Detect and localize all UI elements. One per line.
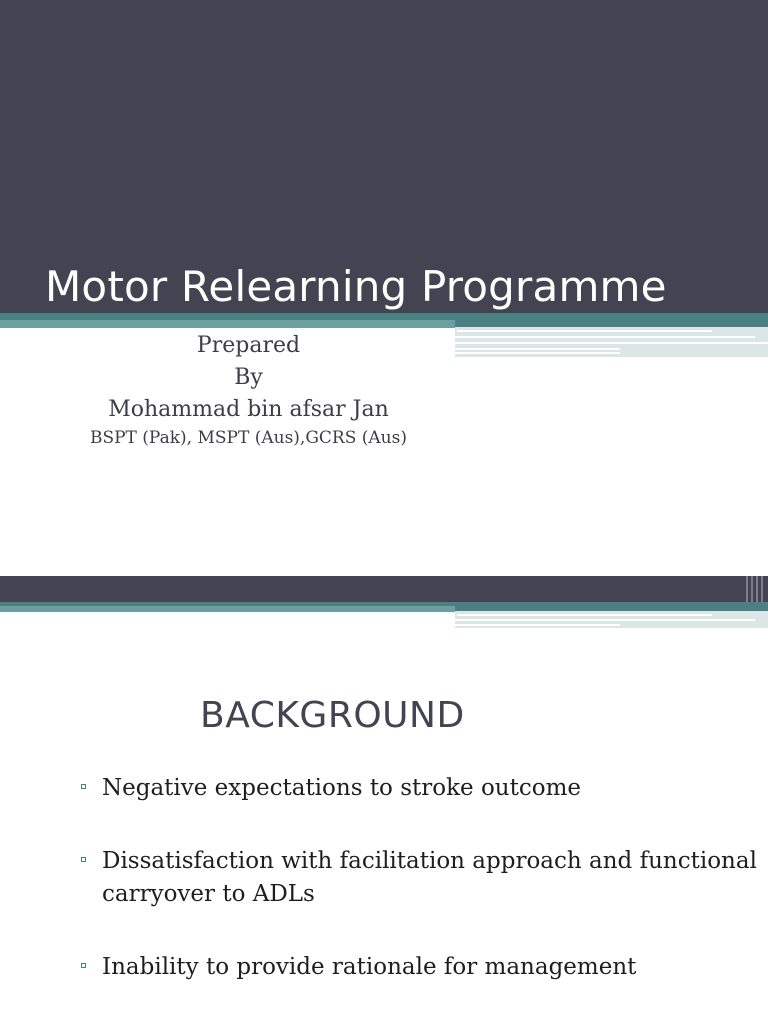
square-bullet-icon: [81, 963, 86, 968]
square-bullet-icon: [81, 784, 86, 789]
bullet-text: Inability to provide rationale for management: [102, 954, 637, 980]
stripe: [455, 624, 620, 626]
by-label: By: [234, 365, 263, 390]
vertical-stripe: [746, 576, 748, 602]
author-credentials: BSPT (Pak), MSPT (Aus),GCRS (Aus): [89, 428, 407, 448]
vertical-stripe: [761, 576, 763, 602]
light-teal-divider-band: [0, 606, 455, 612]
subtitle-block: [0, 330, 497, 450]
stripe: [455, 336, 755, 338]
prepared-label: Prepared: [196, 333, 301, 358]
bullet-text: Dissatisfaction with facilitation approach and functional carryover to ADLs: [102, 848, 757, 907]
bullet-list: [78, 772, 758, 984]
bullet-text: Negative expectations to stroke outcome: [102, 775, 582, 801]
decorative-stripes: [455, 611, 768, 628]
background-slide: [0, 576, 768, 1024]
stripe: [457, 614, 712, 616]
list-item: [78, 951, 758, 984]
stripe: [455, 619, 755, 621]
vertical-stripe: [751, 576, 753, 602]
slide-heading: BACKGROUND: [200, 695, 465, 736]
light-teal-divider-band: [0, 320, 455, 328]
square-bullet-icon: [81, 857, 86, 862]
list-item: [78, 772, 758, 805]
slide-header-band: [0, 576, 768, 602]
stripe: [455, 342, 768, 344]
vertical-stripe: [756, 576, 758, 602]
slide-title: Motor Relearning Programme: [45, 262, 667, 311]
list-item: [78, 845, 758, 911]
decorative-stripes: [455, 327, 768, 357]
author-name: Mohammad bin afsar Jan: [108, 397, 389, 422]
